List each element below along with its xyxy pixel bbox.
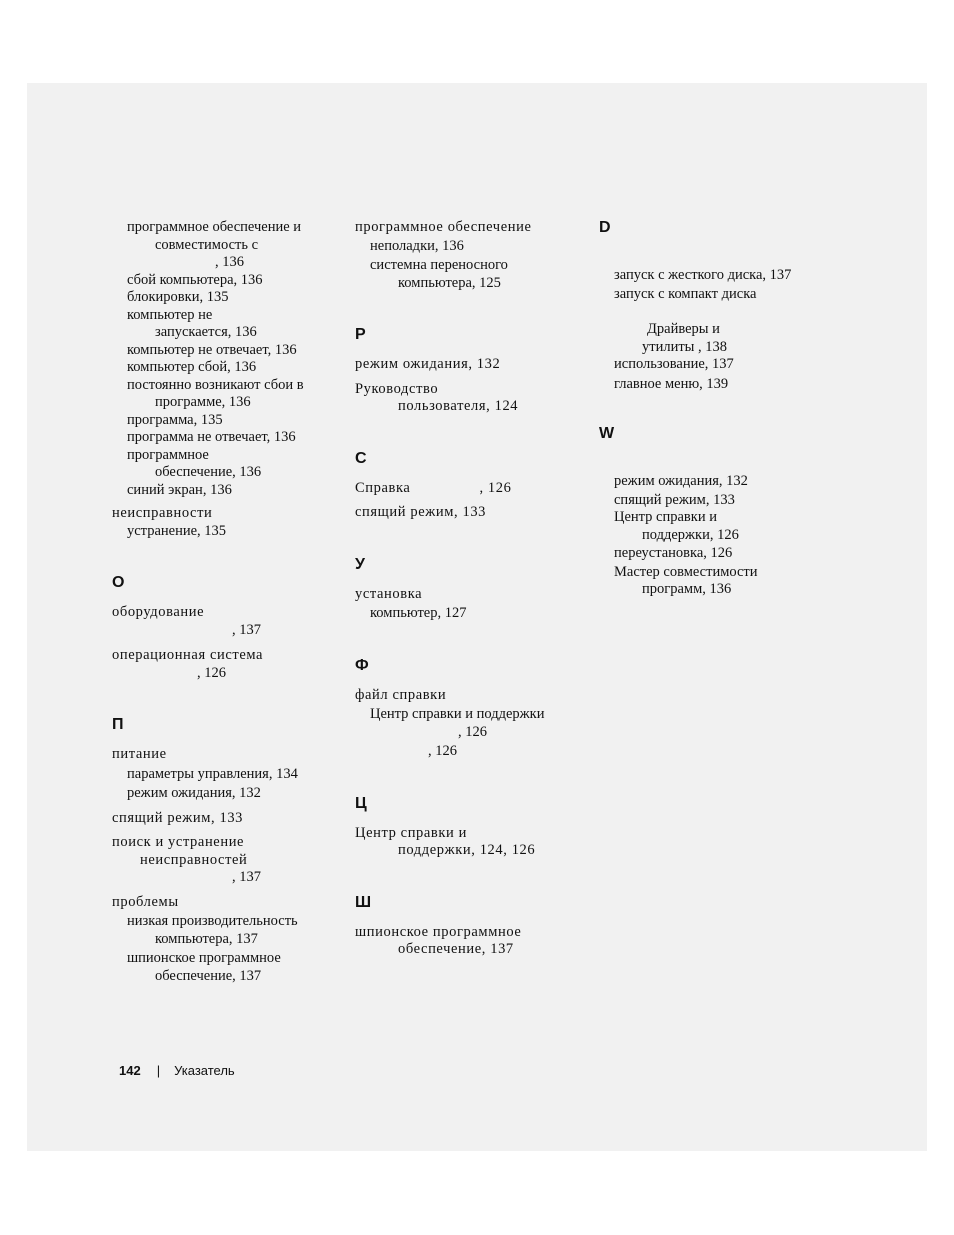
index-entry: совместимость с [155,236,259,253]
index-entry: Центр справки и поддержки [370,706,545,722]
index-entry: питание [112,746,167,762]
index-column-2 [355,219,587,959]
index-entry: операционная система [112,647,264,663]
index-entry: , 126 [428,743,457,759]
index-entry: поиск и устранение [112,834,245,850]
index-entry: режим ожидания, 132 [614,473,748,489]
index-entry: спящий режим, 133 [614,491,735,508]
index-letter-heading: Ц [355,794,367,812]
index-letter-heading: W [599,425,615,442]
index-entry: компьютера, 125 [398,274,501,291]
index-entry: компьютер сбой, 136 [127,359,257,375]
index-entry: оборудование [112,604,205,620]
index-entry: обеспечение, 136 [155,464,262,480]
index-entry: , 136 [215,254,244,270]
index-letter-heading: С [355,449,367,467]
index-letter-heading: D [599,219,611,236]
index-entry: переустановка, 126 [614,545,733,561]
index-entry-term: Справка [355,479,411,496]
index-entry: неисправности [112,505,213,521]
page-number: 142 [119,1063,141,1078]
index-entry: обеспечение, 137 [398,941,514,957]
index-entry: пользователя, 124 [398,398,519,414]
index-entry: запуск с компакт диска [614,285,757,302]
index-page [27,83,927,1151]
index-entry: главное меню, 139 [614,375,729,392]
index-entry-page: , 126 [479,479,512,496]
index-entry: Драйверы и [647,321,720,337]
index-entry: поддержки, 126 [642,526,739,543]
index-entry: , 137 [232,869,261,885]
page-footer [119,1063,235,1078]
index-letter-heading: Ф [355,656,369,674]
index-entry: компьютера, 137 [155,930,258,947]
index-entry: программное [127,446,209,463]
footer-separator: | [156,1063,161,1078]
index-entry: спящий режим, 133 [355,504,487,520]
index-entry: компьютер, 127 [370,605,467,621]
index-entry: программа не отвечает, 136 [127,429,296,445]
index-letter-heading: Р [355,326,366,343]
index-entry: программное обеспечение и [127,219,302,235]
index-entry: программ, 136 [642,581,732,597]
index-entry: программное обеспечение [355,219,532,235]
index-entry: синий экран, 136 [127,481,232,498]
index-entry: неисправностей [140,851,248,868]
index-entry: поддержки, 124, 126 [398,842,536,858]
index-entry: постоянно возникают сбои в [127,376,304,393]
index-entry: , 126 [197,664,226,681]
index-entry: спящий режим, 133 [112,809,244,826]
index-column-1 [112,219,344,985]
index-entry: установка [355,585,423,602]
index-entry: компьютер не отвечает, 136 [127,341,297,358]
index-entry [355,480,587,498]
index-entry: программе, 136 [155,394,251,410]
index-entry: утилиты , 138 [642,338,728,355]
index-entry: компьютер не [127,306,213,323]
index-entry: низкая производительность [127,913,298,929]
index-column-3 [599,219,831,599]
index-entry: системна переносного [370,257,508,273]
index-entry: параметры управления, 134 [127,765,298,782]
index-letter-heading: У [355,555,365,573]
index-entry: режим ожидания, 132 [127,785,261,801]
index-letter-heading: О [112,574,125,591]
index-entry: запускается, 136 [155,324,257,340]
index-entry: Мастер совместимости [614,563,758,580]
index-letter-heading: П [112,716,124,733]
index-entry: проблемы [112,893,179,910]
index-letter-heading: Ш [355,893,372,911]
index-entry: устранение, 135 [127,522,227,539]
index-entry: , 126 [458,723,487,740]
index-entry: программа, 135 [127,411,223,428]
index-entry: , 137 [232,621,261,638]
footer-section-title: Указатель [174,1063,235,1078]
index-entry: шпионское программное [127,950,281,966]
index-entry: запуск с жесткого диска, 137 [614,267,792,283]
index-entry: файл справки [355,686,447,703]
index-entry: неполадки, 136 [370,237,464,254]
index-entry: Руководство [355,380,439,397]
index-entry: блокировки, 135 [127,289,229,305]
index-entry: сбой компьютера, 136 [127,271,263,288]
index-entry: режим ожидания, 132 [355,356,501,372]
index-entry: использование, 137 [614,356,734,372]
index-entry: обеспечение, 137 [155,967,262,984]
index-entry: шпионское программное [355,923,522,940]
index-entry: Центр справки и [355,824,467,841]
index-entry: Центр справки и [614,509,717,525]
